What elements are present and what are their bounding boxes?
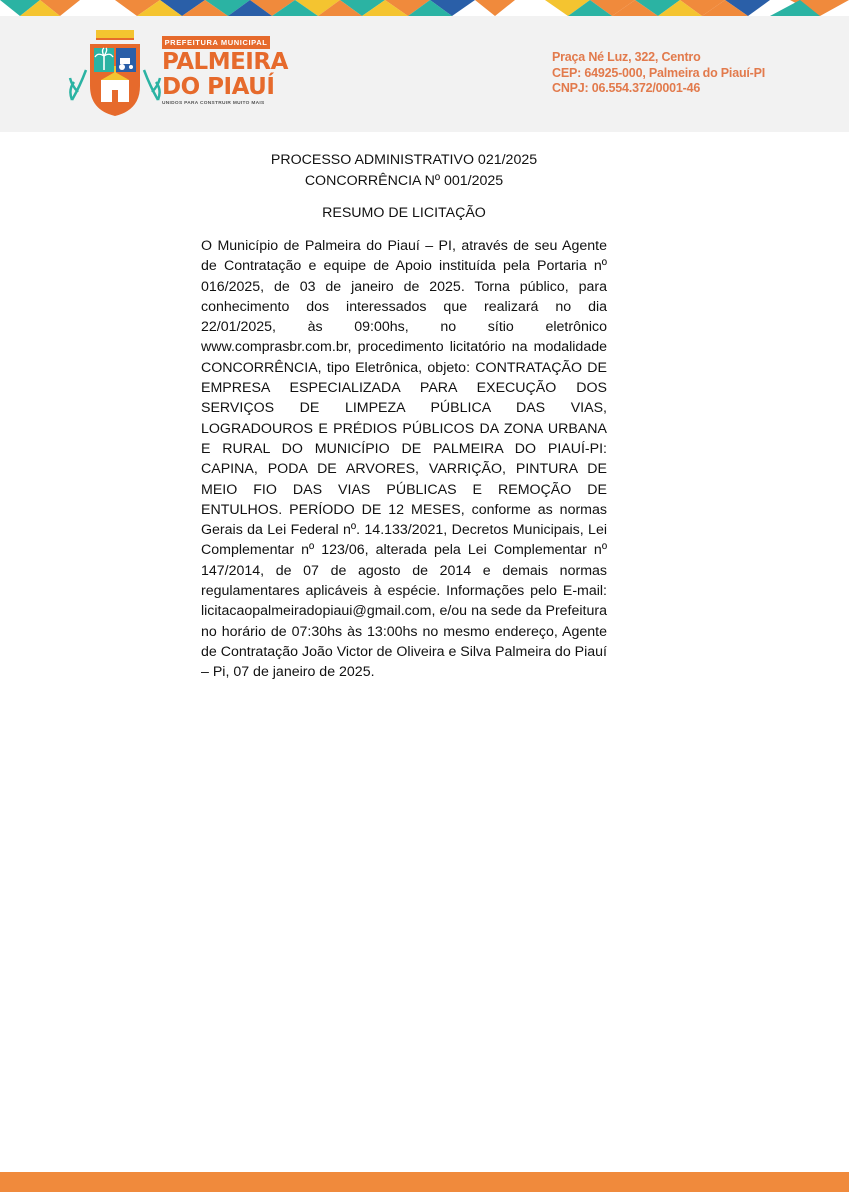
header-address [552, 50, 765, 97]
decorative-top-strip [0, 0, 849, 16]
municipal-logo-text [162, 36, 288, 106]
address-street: Praça Né Luz, 322, Centro [552, 50, 701, 64]
logo-name-line2: DO PIAUÍ [162, 74, 275, 100]
logo-slogan: UNIDOS PARA CONSTRUIR MUITO MAIS [162, 101, 265, 106]
logo-name-line1: PALMEIRA [162, 49, 288, 75]
document-subtitle: RESUMO DE LICITAÇÃO [322, 205, 486, 221]
logo-banner: PREFEITURA MUNICIPAL [162, 36, 270, 49]
municipal-emblem-icon [68, 30, 162, 118]
document-content [201, 150, 607, 683]
address-cep: CEP: 64925-000, Palmeira do Piauí-PI [552, 65, 766, 80]
footer-bar [0, 1172, 849, 1192]
document-body: O Município de Palmeira do Piauí – PI, através de seu Agente de Contratação e equipe de Apoio instituída pela Portaria nº 016/2025, de 03 de janeiro de 2025. Torna público, para conhecimento dos interessados que realizará no dia 22/01/2025, às 09:00hs, no sítio eletrônico www.comprasbr.com.br, procedimento licitatório na modalidade CONCORRÊNCIA, tipo Eletrônica, objeto: CONTRATAÇÃO DE EMPRESA ESPECIALIZADA PARA EXECUÇÃO DOS SERVIÇOS DE LIMPEZA PÚBLICA DAS VIAS, LOGRADOUROS E PRÉDIOS PÚBLICOS DA ZONA URBANA E RURAL DO MUNICÍPIO DE PALMEIRA DO PIAUÍ-PI: CAPINA, PODA DE ARVORES, VARRIÇÃO, PINTURA DE MEIO FIO DAS VIAS PÚBLICAS E REMOÇÃO DE ENTULHOS. PERÍODO DE 12 MESES, conforme as normas Gerais da Lei Federal nº. 14.133/2021, Decretos Municipais, Lei Complementar nº 123/06, alterada pela Lei Complementar nº 147/2014, de 07 de agosto de 2014 e demais normas regulamentares aplicáveis à espécie. Informações pelo E-mail: licitacaopalmeiradopiaui@gmail.com, e/ou na sede da Prefeitura no horário de 07:30hs às 13:00hs no mesmo endereço, Agente de Contratação João Victor de Oliveira e Silva Palmeira do Piauí – Pi, 07 de janeiro de 2025. [201, 238, 607, 681]
process-number: PROCESSO ADMINISTRATIVO 021/2025 [270, 152, 538, 168]
address-cnpj: CNPJ: 06.554.372/0001-46 [552, 81, 701, 95]
competition-number: CONCORRÊNCIA Nº 001/2025 [304, 173, 504, 189]
letterhead-header [0, 16, 849, 132]
